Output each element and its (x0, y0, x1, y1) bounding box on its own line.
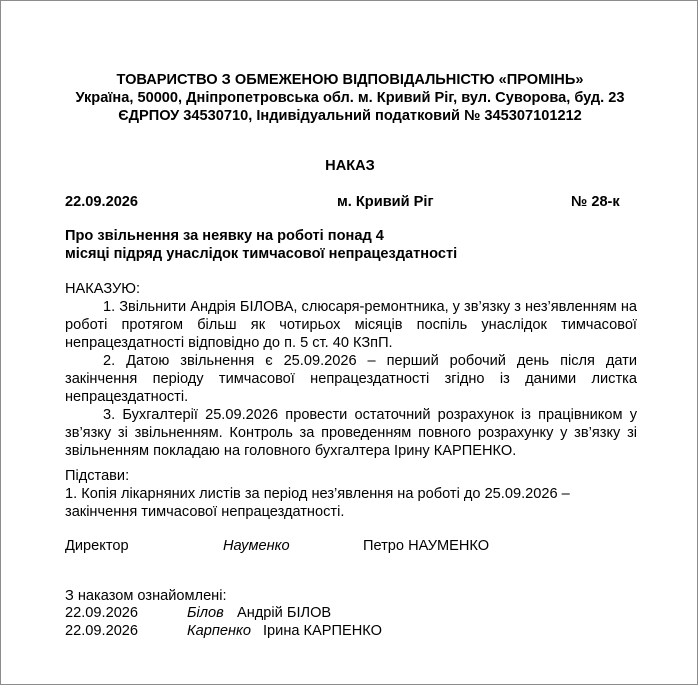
subject-line-1: Про звільнення за неявку на роботі понад 4 (65, 228, 384, 244)
basis-line-2: закінчення тимчасової непрацездатності. (65, 504, 345, 520)
ack-name: Андрій БІЛОВ (237, 605, 332, 621)
company-codes: ЄДРПОУ 34530710, Індивідуальний податковий № 345307101212 (118, 108, 582, 124)
director-title: Директор (65, 538, 129, 554)
ack-signature: Білов (187, 605, 224, 621)
order-item: 2. Датою звільнення є 25.09.2026 – перший робочий день після дати закінчення періоду тимчасової непрацездатності згідно із даними листка непрацездатності. (65, 353, 637, 405)
order-item: 1. Звільнити Андрія БІЛОВА, слюсаря-ремонтника, у зв’язку з нез’явленням на роботі протягом більш як чотирьох місяців поспіль унаслідок тимчасової непрацездатності відповідно до п. 5 ст. 40 КЗпП. (65, 299, 637, 351)
subject-line-2: місяці підряд унаслідок тимчасової непрацездатності (65, 246, 458, 262)
director-signature: Науменко (223, 538, 290, 554)
basis-line-1: 1. Копія лікарняних листів за період нез’явлення на роботі до 25.09.2026 – (65, 486, 570, 502)
order-item: 3. Бухгалтерії 25.09.2026 провести остаточний розрахунок із працівником у зв’язку зі звільненням. Контроль за проведенням повного розрахунку у зв’язку зі звільненням покладаю на головного бухгалтера Ірину КАРПЕНКО. (65, 407, 637, 459)
acknowledged-label: З наказом ознайомлені: (65, 588, 227, 604)
director-name: Петро НАУМЕНКО (363, 538, 490, 554)
ack-name: Ірина КАРПЕНКО (263, 623, 382, 639)
ack-date: 22.09.2026 (65, 605, 139, 621)
document-date: 22.09.2026 (65, 194, 139, 210)
document-number: № 28-к (571, 194, 620, 210)
order-intro: НАКАЗУЮ: (65, 281, 141, 297)
order-items (65, 298, 637, 460)
company-address: Україна, 50000, Дніпропетровська обл. м. Кривий Ріг, вул. Суворова, буд. 23 (75, 90, 625, 106)
ack-date: 22.09.2026 (65, 623, 139, 639)
ack-signature: Карпенко (187, 623, 252, 639)
basis-label: Підстави: (65, 468, 130, 484)
document-title: НАКАЗ (325, 158, 375, 174)
company-name: ТОВАРИСТВО З ОБМЕЖЕНОЮ ВІДПОВІДАЛЬНІСТЮ «ПРОМІНЬ» (116, 72, 584, 88)
document-city: м. Кривий Ріг (337, 194, 434, 210)
